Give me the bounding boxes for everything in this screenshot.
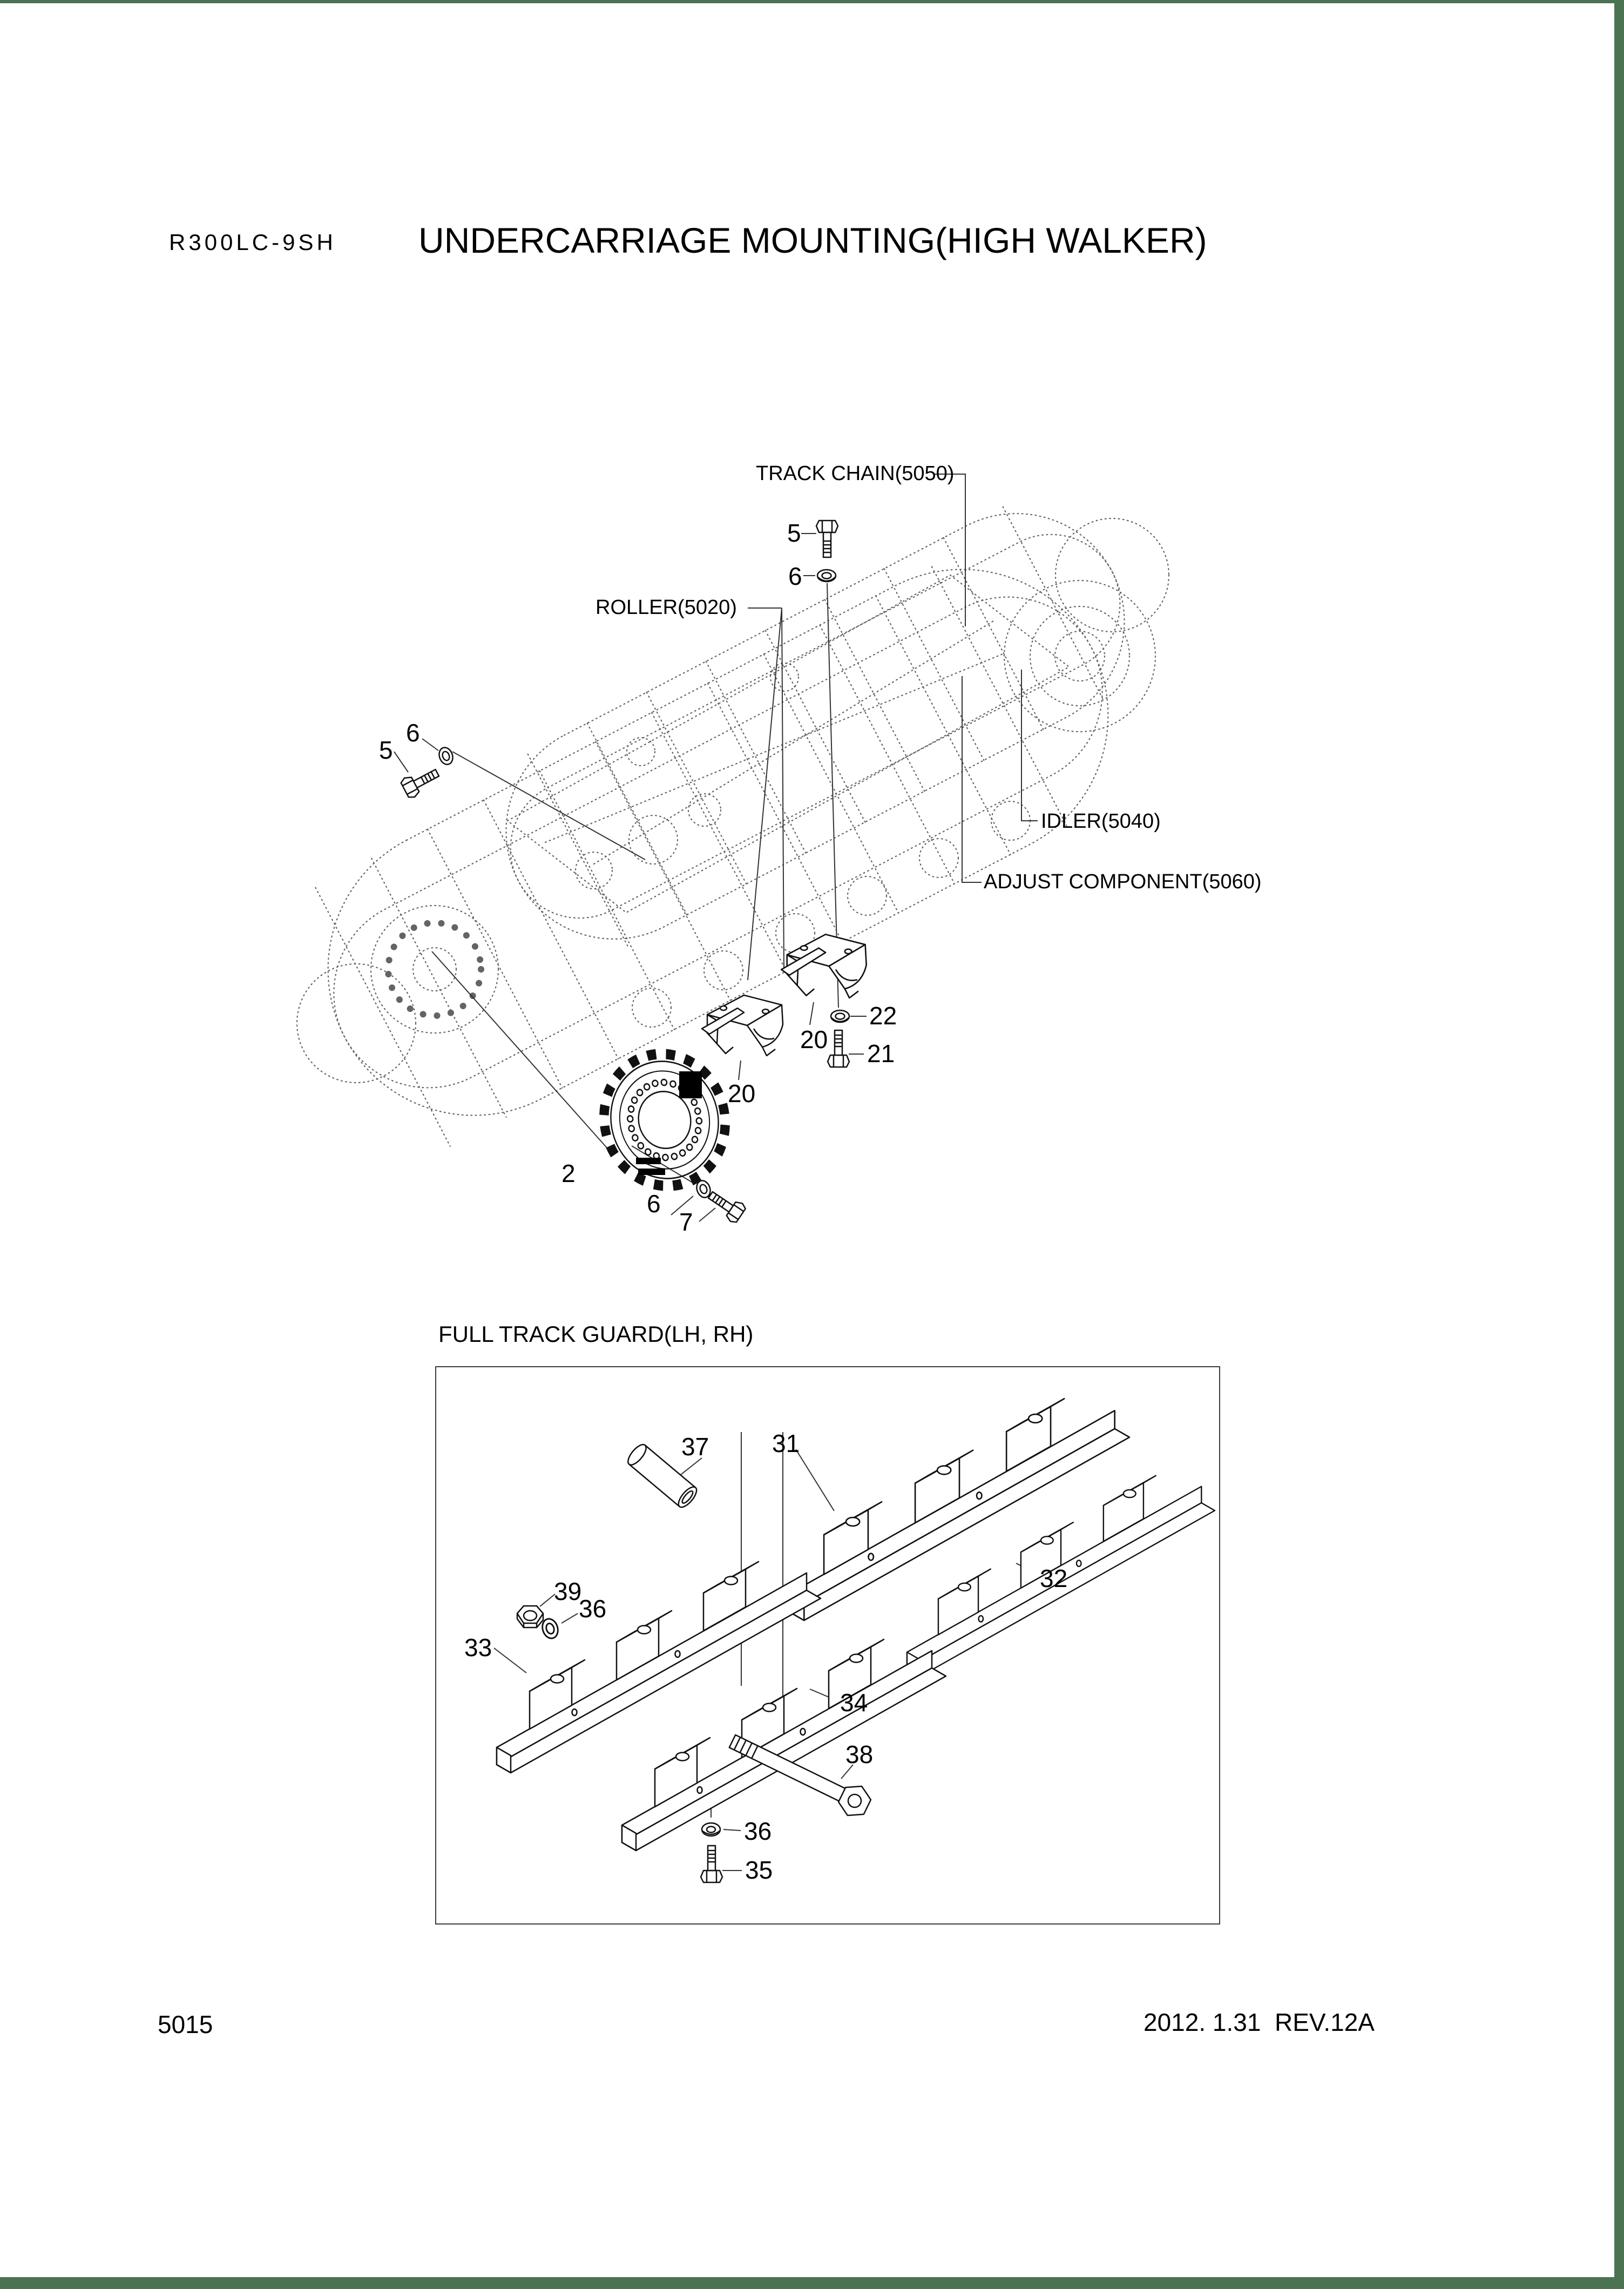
callout-38: 38 (845, 1740, 874, 1768)
label-track-chain: TRACK CHAIN(5050) (756, 462, 955, 485)
nut-22-drawing (831, 1010, 849, 1022)
callout-22: 22 (869, 1002, 897, 1030)
callout-34: 34 (840, 1689, 868, 1717)
model-code: R300LC-9SH (169, 229, 336, 255)
bolt-21-drawing (828, 1030, 849, 1067)
page-title: UNDERCARRIAGE MOUNTING(HIGH WALKER) (418, 220, 1207, 260)
sprocket-drawing (590, 1040, 740, 1199)
callout-20-low: 20 (728, 1079, 756, 1108)
label-adjust-component: ADJUST COMPONENT(5060) (984, 870, 1262, 893)
callout-20-mid: 20 (800, 1025, 828, 1054)
bracket-20-low-drawing (702, 995, 783, 1056)
bracket-20-mid-drawing (781, 934, 867, 998)
main-hardware (400, 521, 866, 1224)
callout-37: 37 (681, 1433, 709, 1461)
page-number: 5015 (158, 2010, 213, 2038)
callout-31: 31 (772, 1429, 800, 1457)
bolt-5-top-drawing (816, 521, 838, 557)
revision-text: 2012. 1.31 REV.12A (1143, 2008, 1375, 2036)
callout-5-top: 5 (787, 519, 801, 547)
callout-32: 32 (1040, 1564, 1068, 1592)
track-guard-box (435, 1366, 1220, 1925)
callout-2: 2 (561, 1159, 576, 1187)
label-idler: IDLER(5040) (1041, 810, 1161, 833)
washer-6-left-drawing (437, 746, 455, 766)
callout-6-left: 6 (406, 719, 420, 747)
callout-5-left: 5 (379, 736, 393, 764)
callout-36-lower: 36 (744, 1817, 772, 1845)
callout-21: 21 (867, 1039, 895, 1068)
callout-6-sprocket: 6 (647, 1190, 661, 1218)
callout-33: 33 (464, 1633, 492, 1662)
nut-6-top-drawing (817, 570, 836, 582)
callout-6-top: 6 (788, 562, 802, 590)
track-guard-title: FULL TRACK GUARD(LH, RH) (438, 1321, 754, 1347)
callout-35: 35 (745, 1856, 773, 1884)
callout-7: 7 (679, 1208, 693, 1236)
callout-36-upper: 36 (579, 1595, 607, 1623)
label-roller: ROLLER(5020) (596, 596, 737, 619)
callout-39: 39 (554, 1577, 582, 1605)
